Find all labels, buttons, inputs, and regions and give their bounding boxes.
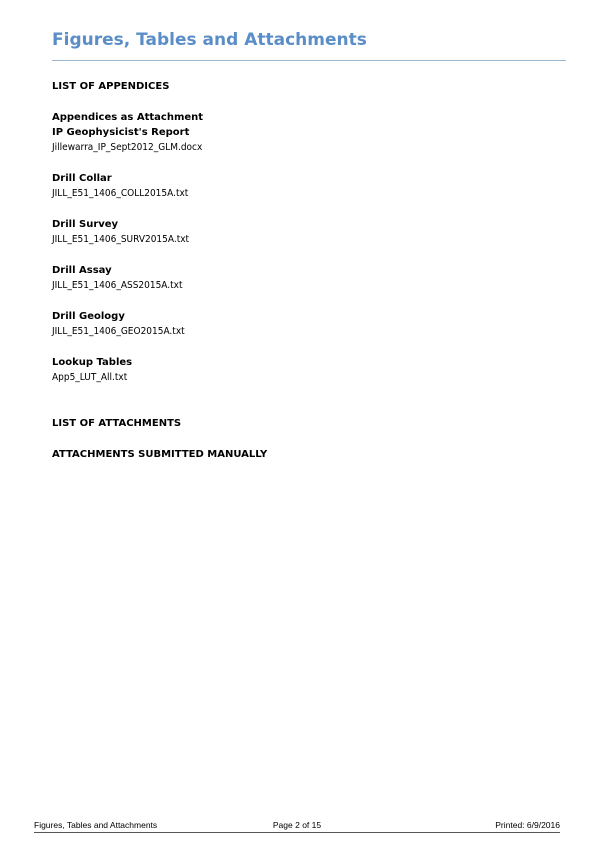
appendix-file: JILL_E51_1406_GEO2015A.txt (52, 326, 185, 337)
footer-divider (34, 832, 560, 833)
spacer (52, 201, 566, 217)
appendix-group (52, 355, 566, 385)
attachments-list-heading: LIST OF ATTACHMENTS (52, 418, 182, 429)
title-divider (52, 60, 566, 61)
footer-document-title: Figures, Tables and Attachments (34, 820, 158, 830)
footer-printed-date: Printed: 6/9/2016 (495, 820, 560, 830)
appendix-title: Drill Assay (52, 265, 112, 276)
appendix-file: Jillewarra_IP_Sept2012_GLM.docx (52, 142, 203, 153)
appendix-group (52, 309, 566, 339)
appendix-title: Drill Collar (52, 173, 112, 184)
spacer (52, 94, 566, 110)
appendix-title: IP Geophysicist's Report (52, 127, 190, 138)
attachments-manual-heading: ATTACHMENTS SUBMITTED MANUALLY (52, 449, 268, 460)
appendix-group (52, 217, 566, 247)
appendix-group (52, 263, 566, 293)
spacer (52, 431, 566, 447)
appendix-file: JILL_E51_1406_SURV2015A.txt (52, 234, 190, 245)
appendix-group (52, 125, 566, 155)
appendices-list-heading: LIST OF APPENDICES (52, 81, 170, 92)
spacer (52, 385, 566, 416)
appendix-file: App5_LUT_All.txt (52, 372, 128, 383)
appendix-title: Drill Survey (52, 219, 119, 230)
appendix-file: JILL_E51_1406_ASS2015A.txt (52, 280, 183, 291)
appendix-file: JILL_E51_1406_COLL2015A.txt (52, 188, 189, 199)
appendix-title: Drill Geology (52, 311, 125, 322)
spacer (52, 155, 566, 171)
footer-page-number: Page 2 of 15 (272, 820, 322, 830)
spacer (52, 293, 566, 309)
spacer (52, 339, 566, 355)
appendices-attachment-heading: Appendices as Attachment (52, 112, 204, 123)
appendix-title: Lookup Tables (52, 357, 133, 368)
spacer (52, 247, 566, 263)
document-body (52, 79, 566, 462)
appendix-group (52, 171, 566, 201)
page-title: Figures, Tables and Attachments (52, 30, 367, 50)
